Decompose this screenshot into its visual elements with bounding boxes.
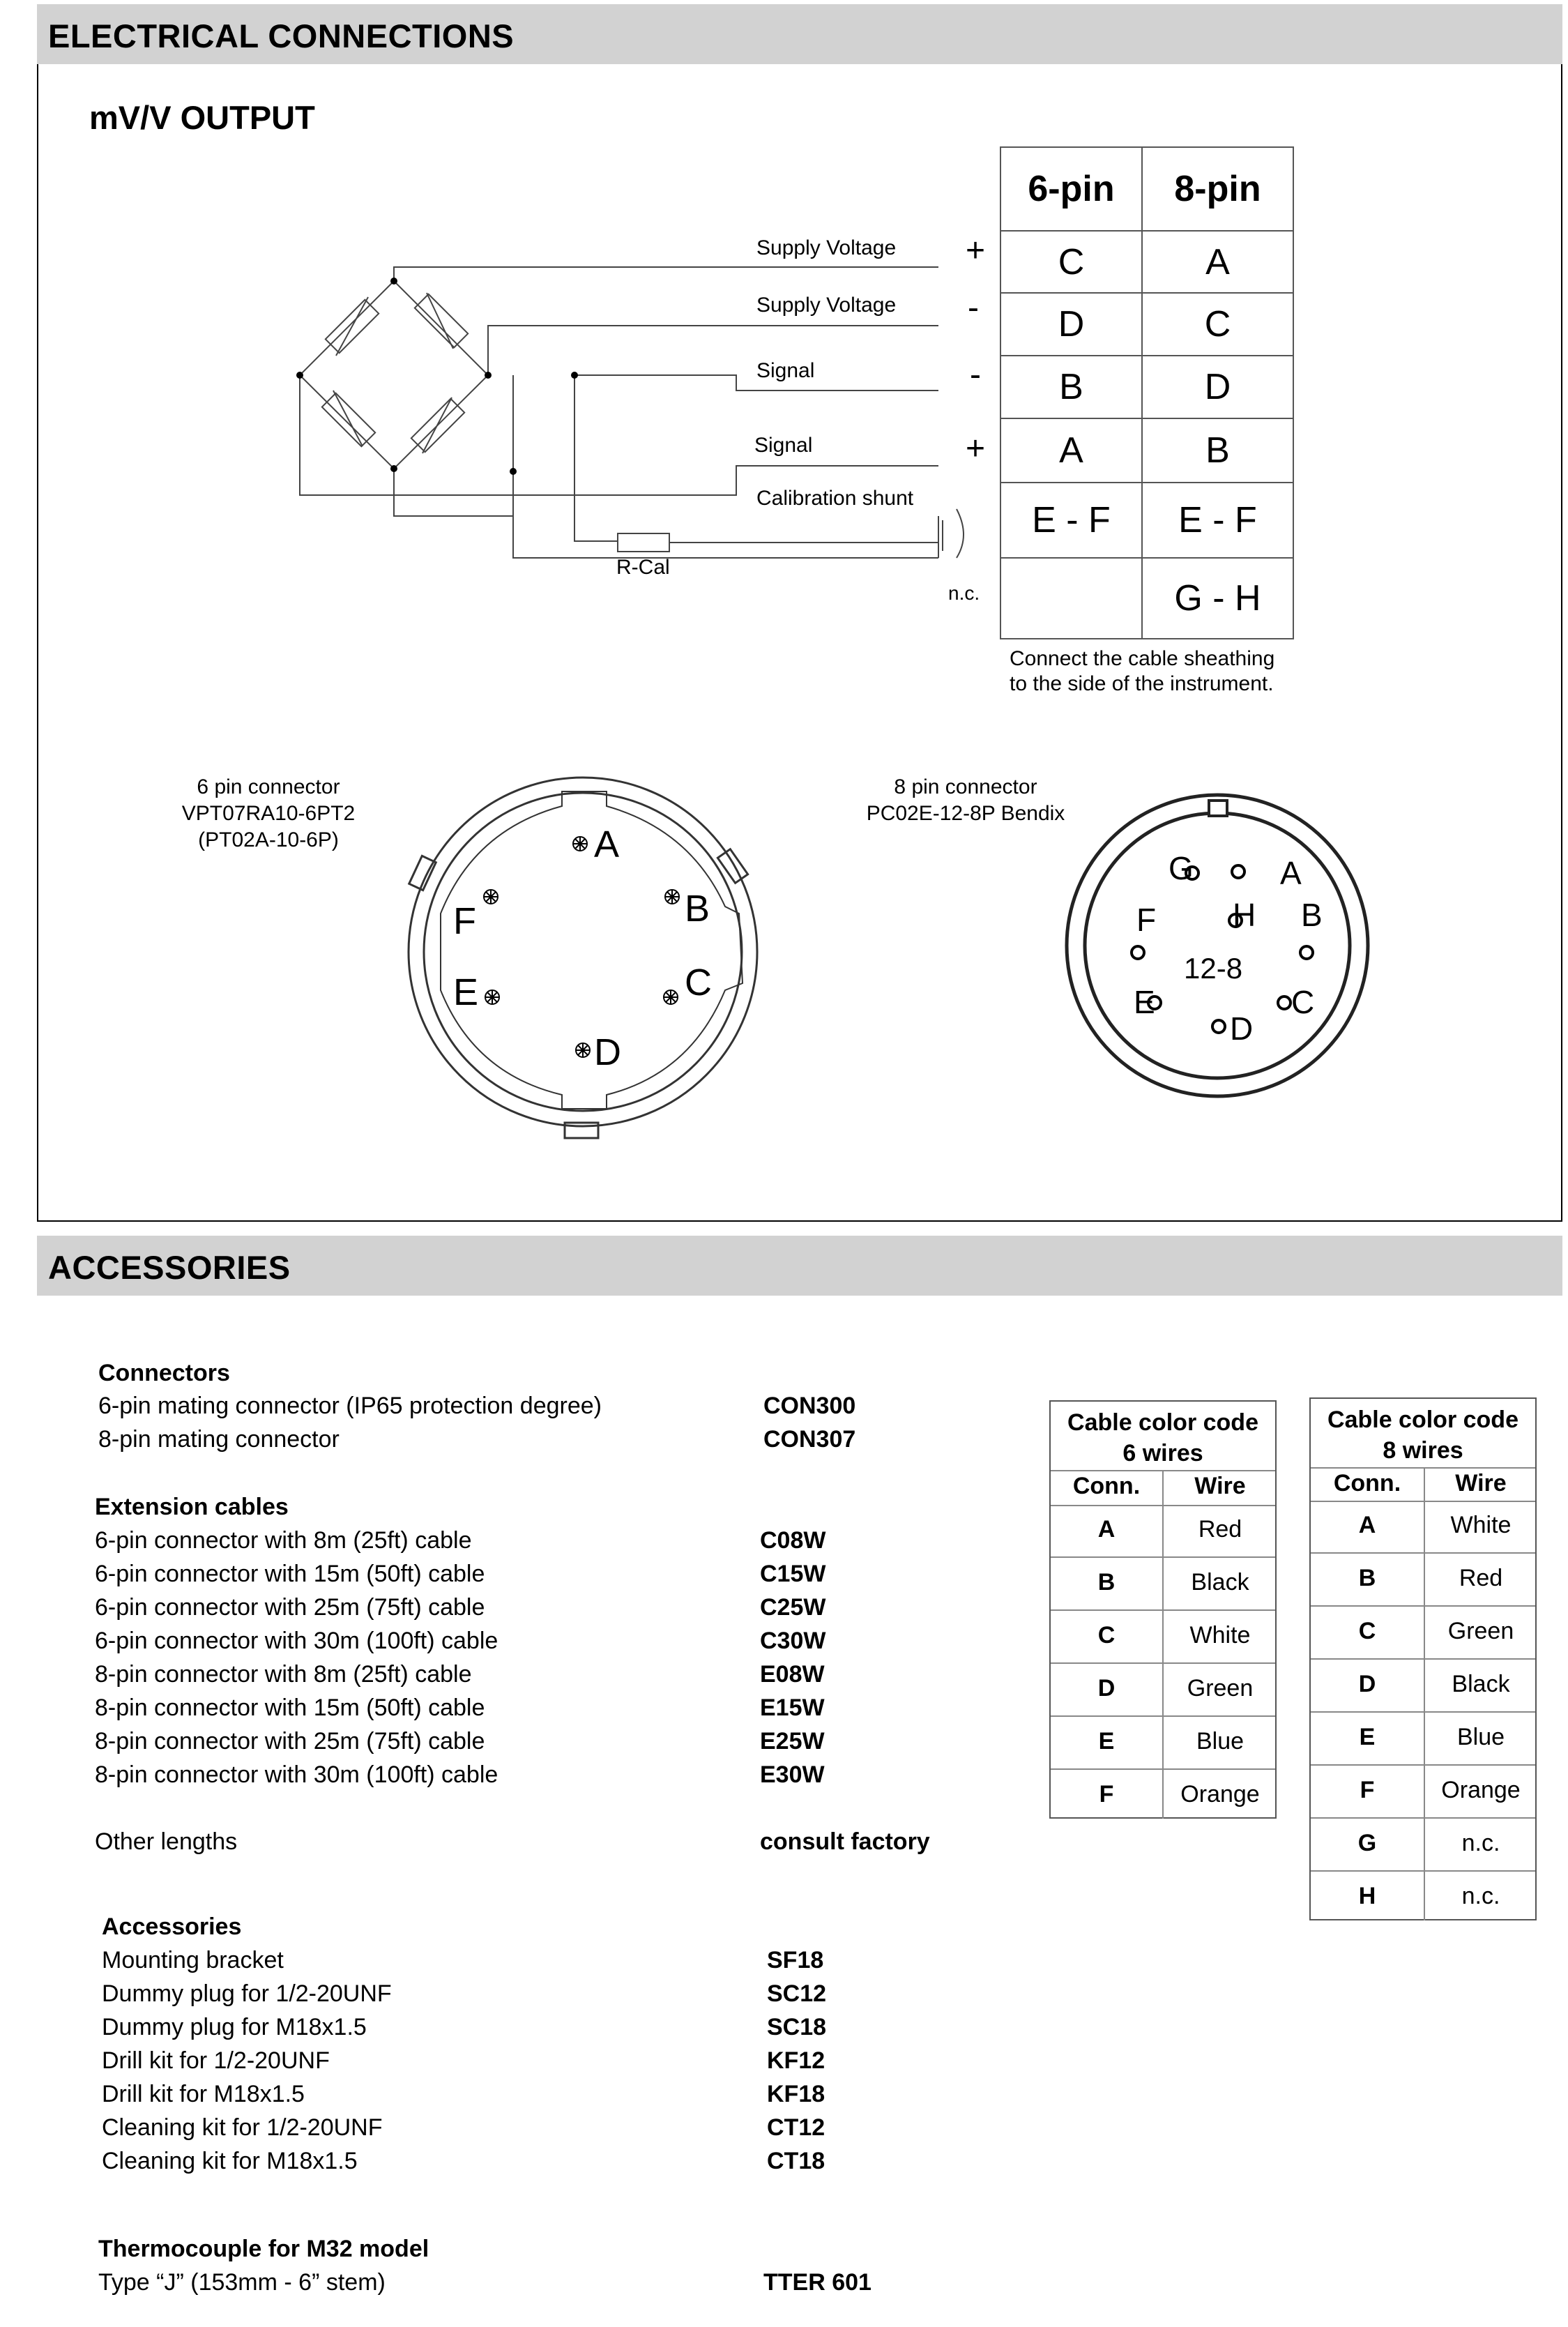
section-title-accessories: ACCESSORIES <box>37 1236 1562 1296</box>
connector8-pin-c: C <box>1291 984 1315 1020</box>
connector6-pin-e: E <box>453 971 479 1013</box>
color8-conn: G <box>1357 1830 1377 1856</box>
sign-supply-plus: + <box>966 232 986 269</box>
part-code: SC18 <box>767 2014 827 2040</box>
pin-table-cell: B <box>1205 430 1230 471</box>
color8-conn: B <box>1358 1565 1376 1591</box>
color6-title2: 6 wires <box>1122 1440 1203 1466</box>
list-item: 8-pin connector with 25m (75ft) cable <box>95 1728 485 1754</box>
pin-table-cell: A <box>1059 430 1083 471</box>
sheathing-note-line2: to the side of the instrument. <box>1010 672 1274 695</box>
color6-conn: B <box>1097 1569 1116 1595</box>
color8-header-conn: Conn. <box>1333 1470 1401 1496</box>
pin-table-cell <box>1000 558 1142 639</box>
color6-conn: F <box>1099 1781 1114 1807</box>
pin-table-cell: A <box>1205 241 1230 282</box>
color6-title1: Cable color code <box>1067 1409 1258 1436</box>
list-item: 8-pin connector with 8m (25ft) cable <box>95 1661 472 1688</box>
list-item: 6-pin connector with 25m (75ft) cable <box>95 1594 485 1621</box>
connector8-line2: PC02E-12-8P Bendix <box>866 802 1065 825</box>
connector6-pin-d: D <box>594 1031 621 1073</box>
part-code: CON307 <box>763 1426 856 1453</box>
label-supply-voltage-minus: Supply Voltage <box>756 294 897 317</box>
pin-table-cell: D <box>1204 367 1231 407</box>
other-lengths-code: consult factory <box>760 1828 930 1855</box>
color8-conn: A <box>1358 1512 1376 1538</box>
color8-conn: F <box>1360 1777 1375 1803</box>
pin-table-header-8pin: 8-pin <box>1174 169 1261 209</box>
section-title-electrical: ELECTRICAL CONNECTIONS <box>37 4 1562 64</box>
color6-wire: White <box>1189 1622 1251 1648</box>
color6-conn: E <box>1098 1728 1115 1754</box>
part-code: KF12 <box>767 2047 825 2074</box>
connector8-pin-h: H <box>1233 897 1256 933</box>
color6-conn: D <box>1097 1675 1116 1701</box>
color8-conn: D <box>1358 1671 1376 1697</box>
pin-table-cell: C <box>1058 241 1085 282</box>
list-item: Dummy plug for 1/2-20UNF <box>102 1980 392 2007</box>
connector8-pin-f: F <box>1136 902 1157 938</box>
part-code: CT18 <box>767 2148 825 2174</box>
label-supply-voltage-plus: Supply Voltage <box>756 236 897 259</box>
cable-color-table-8 <box>1309 1397 1537 1920</box>
color8-wire: Black <box>1452 1671 1510 1697</box>
pin-table-cell: E - F <box>1178 500 1257 540</box>
thermocouple-heading: Thermocouple for M32 model <box>98 2236 429 2262</box>
accessories-heading: Accessories <box>102 1913 242 1940</box>
pin-table-cell: E - F <box>1032 500 1111 540</box>
color6-wire: Red <box>1198 1516 1242 1543</box>
color6-header-conn: Conn. <box>1072 1473 1141 1499</box>
connector6-line1: 6 pin connector <box>197 775 340 798</box>
connector8-pin-g: G <box>1169 850 1194 886</box>
pin-mapping-table <box>1000 147 1293 639</box>
color6-conn: A <box>1097 1516 1116 1543</box>
connector8-line1: 8 pin connector <box>894 775 1037 798</box>
color8-header-wire: Wire <box>1455 1470 1507 1496</box>
connector6-drawing <box>397 767 760 1144</box>
label-rcal: R-Cal <box>616 556 670 579</box>
part-code: E15W <box>760 1695 825 1721</box>
connector8-drawing <box>1060 788 1380 1109</box>
label-signal-minus: Signal <box>756 359 815 382</box>
list-item: 6-pin connector with 8m (25ft) cable <box>95 1527 472 1554</box>
list-item: 6-pin connector with 30m (100ft) cable <box>95 1628 498 1654</box>
connector8-pin-b: B <box>1301 897 1323 933</box>
list-item: Dummy plug for M18x1.5 <box>102 2014 367 2040</box>
connector8-pin-e: E <box>1134 984 1155 1020</box>
label-nc: n.c. <box>948 582 980 604</box>
color8-wire: n.c. <box>1461 1830 1500 1856</box>
connector8-pin-d: D <box>1230 1010 1254 1047</box>
label-calibration-shunt: Calibration shunt <box>756 487 914 510</box>
part-code: SC12 <box>767 1980 827 2007</box>
connector6-pin-b: B <box>685 888 710 930</box>
part-code: KF18 <box>767 2081 825 2107</box>
part-code: SF18 <box>767 1947 824 1973</box>
color6-wire: Blue <box>1196 1728 1244 1754</box>
list-item: 8-pin mating connector <box>98 1426 340 1453</box>
list-item: Drill kit for M18x1.5 <box>102 2081 305 2107</box>
connector6-pin-c: C <box>685 962 712 1003</box>
color8-title1: Cable color code <box>1327 1407 1518 1433</box>
part-code: C08W <box>760 1527 826 1554</box>
pin-table-header-6pin: 6-pin <box>1028 169 1115 209</box>
sign-signal-minus: - <box>970 356 981 393</box>
label-signal-plus: Signal <box>754 434 813 457</box>
color6-wire: Green <box>1187 1675 1254 1701</box>
cable-color-table-6 <box>1049 1400 1277 1819</box>
sheathing-note-line1: Connect the cable sheathing <box>1010 647 1275 670</box>
part-code: E25W <box>760 1728 825 1754</box>
list-item: 8-pin connector with 15m (50ft) cable <box>95 1695 485 1721</box>
color8-conn: E <box>1359 1724 1376 1750</box>
color8-wire: Red <box>1459 1565 1503 1591</box>
pin-table-cell: D <box>1058 304 1085 344</box>
color8-wire: White <box>1450 1512 1512 1538</box>
list-item: Cleaning kit for 1/2-20UNF <box>102 2114 383 2141</box>
part-code: C25W <box>760 1594 826 1621</box>
list-item: Drill kit for 1/2-20UNF <box>102 2047 330 2074</box>
color6-wire: Black <box>1191 1569 1249 1595</box>
other-lengths-label: Other lengths <box>95 1828 238 1855</box>
extension-cables-heading: Extension cables <box>95 1494 289 1520</box>
connector6-pin-a: A <box>594 824 620 865</box>
connector6-pin-f: F <box>453 900 476 942</box>
color6-header-wire: Wire <box>1194 1473 1246 1499</box>
part-code: E08W <box>760 1661 825 1688</box>
part-code: C30W <box>760 1628 826 1654</box>
color8-wire: Blue <box>1456 1724 1505 1750</box>
color8-wire: Green <box>1447 1618 1514 1644</box>
connectors-heading: Connectors <box>98 1360 230 1386</box>
part-code: CON300 <box>763 1393 856 1419</box>
list-item: 6-pin mating connector (IP65 protection degree) <box>98 1393 602 1419</box>
connector6-line3: (PT02A-10-6P) <box>198 828 339 851</box>
pin-table-cell: G - H <box>1174 578 1261 619</box>
color8-conn: C <box>1358 1618 1376 1644</box>
color8-wire: n.c. <box>1461 1883 1500 1909</box>
part-code: C15W <box>760 1561 826 1587</box>
mvv-output-title: mV/V OUTPUT <box>89 99 315 136</box>
color8-title2: 8 wires <box>1383 1437 1463 1464</box>
list-item: 8-pin connector with 30m (100ft) cable <box>95 1761 498 1788</box>
part-code: TTER 601 <box>763 2269 871 2296</box>
sign-signal-plus: + <box>966 430 986 467</box>
color8-wire: Orange <box>1441 1777 1521 1803</box>
pin-table-cell: B <box>1059 367 1083 407</box>
list-item: Type “J” (153mm - 6” stem) <box>98 2269 386 2296</box>
part-code: CT12 <box>767 2114 825 2141</box>
connector8-center-label: 12-8 <box>1184 952 1243 985</box>
sign-supply-minus: - <box>968 289 979 326</box>
color8-conn: H <box>1358 1883 1376 1909</box>
list-item: Cleaning kit for M18x1.5 <box>102 2148 358 2174</box>
connector6-line2: VPT07RA10-6PT2 <box>181 802 356 825</box>
part-code: E30W <box>760 1761 825 1788</box>
color6-wire: Orange <box>1180 1781 1260 1807</box>
color6-conn: C <box>1097 1622 1116 1648</box>
connector8-pin-a: A <box>1280 855 1302 891</box>
pin-table-cell: C <box>1204 304 1231 344</box>
list-item: Mounting bracket <box>102 1947 284 1973</box>
list-item: 6-pin connector with 15m (50ft) cable <box>95 1561 485 1587</box>
